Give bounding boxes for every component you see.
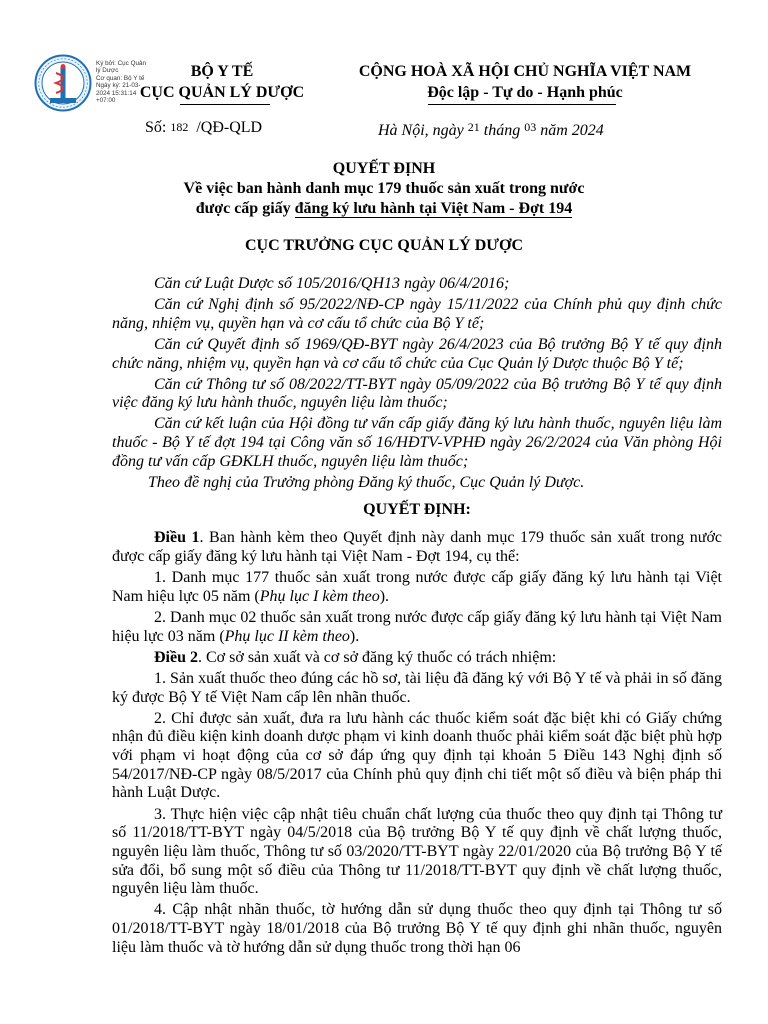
subject-line-2 [0, 199, 768, 219]
article-1-item-end: ). [349, 627, 360, 645]
article-1-label: Điều 1 [154, 529, 200, 547]
signature-line: 2024 15:31:14 [96, 89, 137, 97]
authority-underline [180, 104, 270, 105]
legal-basis: Căn cứ Nghị định số 95/2022/NĐ-CP ngày 15/11/2022 của Chính phủ quy định chức năng, nhiệm vụ, quyền hạn và cơ cấu tổ chức của Bộ Y tế; [112, 296, 722, 332]
article-1-item-text: 2. Danh mục 02 thuốc sản xuất trong nước được cấp giấy đăng ký lưu hành tại Việt Nam hiệu lực 03 năm ( [112, 608, 722, 645]
decision-title [0, 159, 768, 219]
national-header [305, 61, 745, 103]
date-year: năm 2024 [540, 122, 604, 139]
doc-number-suffix: /QĐ-QLD [196, 119, 263, 136]
signature-line: Ngày ký: 21-03- [96, 82, 141, 90]
doc-number-prefix: Số: [145, 119, 167, 136]
document-body [112, 275, 722, 960]
article-1 [112, 529, 722, 566]
nation-name: CỘNG HOÀ XÃ HỘI CHỦ NGHĨA VIỆT NAM [358, 63, 692, 80]
subject-line-1: Về việc ban hành danh mục 179 thuốc sản xuất trong nước [183, 180, 585, 197]
ministry-seal-logo [34, 54, 92, 112]
issuing-official-title: CỤC TRƯỞNG CỤC QUẢN LÝ DƯỢC [244, 237, 524, 254]
article-1-item-end: ). [379, 587, 390, 605]
subject-line-2-underlined: đăng ký lưu hành tại Việt Nam - Đợt 194 [294, 200, 573, 217]
article-2-item: 4. Cập nhật nhãn thuốc, tờ hướng dẫn sử dụng thuốc theo quy định tại Thông tư số 01/2018/TT-BYT ngày 18/01/2018 của Bộ trưởng Bộ Y tế quy định ghi nhãn thuốc, nguyên liệu làm thuốc và tờ hướng dẫn sử dụng thuốc trong thời hạn 06 [112, 901, 722, 956]
document-type-heading: QUYẾT ĐỊNH [332, 160, 436, 177]
legal-basis: Căn cứ Quyết định số 1969/QĐ-BYT ngày 26/4/2023 của Bộ trưởng Bộ Y tế quy định chức năng, nhiệm vụ, quyền hạn và cơ cấu tổ chức của Cục Quản lý Dược thuộc Bộ Y tế; [112, 335, 722, 372]
article-2-text: . Cơ sở sản xuất và cơ sở đăng ký thuốc có trách nhiệm: [198, 648, 557, 666]
signature-line: Ký bởi: Cục Quản [96, 60, 146, 67]
legal-basis: Căn cứ Thông tư số 08/2022/TT-BYT ngày 05/09/2022 của Bộ trưởng Bộ Y tế quy định việc đăng ký lưu hành thuốc, nguyên liệu làm thuốc; [112, 375, 722, 412]
article-1-item [112, 569, 722, 606]
article-2 [112, 649, 722, 668]
annex-reference: Phụ lục I kèm theo [259, 587, 380, 605]
doc-number-value: 182 [170, 120, 189, 134]
subject-line-2-start: được cấp giấy [195, 200, 295, 217]
department-name: CỤC QUẢN LÝ DƯỢC [139, 84, 305, 101]
signature-line: lý Dược [96, 67, 119, 75]
national-motto: Độc lập - Tự do - Hạnh phúc [427, 84, 623, 101]
signature-line: +07:00 [96, 97, 116, 105]
document-number [145, 117, 262, 138]
annex-reference: Phụ lục II kèm theo [224, 627, 350, 645]
place-and-date [378, 117, 604, 141]
article-1-item-text: 1. Danh mục 177 thuốc sản xuất trong nước được cấp giấy đăng ký lưu hành tại Việt Nam hiệu lực 05 năm ( [112, 569, 722, 605]
legal-basis: Căn cứ Luật Dược số 105/2016/QH13 ngày 06/4/2016; [154, 275, 510, 292]
proposal-basis: Theo đề nghị của Trưởng phòng Đăng ký thuốc, Cục Quản lý Dược. [148, 473, 585, 491]
ministry-name: BỘ Y TẾ [190, 63, 254, 80]
article-1-text: . Ban hành kèm theo Quyết định này danh mục 179 thuốc sản xuất trong nước được cấp giấy đăng ký lưu hành tại Việt Nam - Đợt 194, cụ thể: [112, 529, 723, 566]
decision-heading: QUYẾT ĐỊNH: [363, 500, 471, 518]
legal-basis: Căn cứ kết luận của Hội đồng tư vấn cấp giấy đăng ký lưu hành thuốc, nguyên liệu làm thuốc - Bộ Y tế đợt 194 tại Công văn số 16/HĐTV-VPHĐ ngày 26/2/2024 của Văn phòng Hội đồng tư vấn cấp GĐKLH thuốc, nguyên liệu làm thuốc; [112, 415, 722, 470]
article-2-item: 2. Chỉ được sản xuất, đưa ra lưu hành các thuốc kiểm soát đặc biệt khi có Giấy chứng nhận đủ điều kiện kinh doanh dược phạm vi kinh doanh thuốc phải kiểm soát đặc biệt phù hợp với phạm vi hoạt động của cơ sở đáp ứng quy định tại khoản 5 Điều 143 Nghị định số 54/2017/NĐ-CP ngày 08/5/2017 của Chính phủ quy định chi tiết một số điều và biện pháp thi hành Luật Dược. [112, 709, 722, 802]
date-day: 21 [467, 120, 480, 134]
date-month-label: tháng [483, 122, 521, 139]
article-2-label: Điều 2 [154, 648, 198, 666]
date-prefix: Hà Nội, ngày [378, 122, 464, 139]
signature-line: Cơ quan: Bộ Y tế [96, 74, 145, 82]
article-2-item: 3. Thực hiện việc cập nhật tiêu chuẩn chất lượng của thuốc theo quy định tại Thông tư số 11/2018/TT-BYT ngày 04/5/2018 của Bộ trưởng Bộ Y tế quy định về chất lượng thuốc, nguyên liệu làm thuốc, Thông tư số 03/2020/TT-BYT ngày 22/01/2020 của Bộ trưởng Bộ Y tế sửa đổi, bổ sung một số điều của Thông tư 11/2018/TT-BYT quy định về chất lượng thuốc, nguyên liệu làm thuốc. [112, 805, 722, 898]
motto-underline [428, 104, 616, 105]
article-2-item: 1. Sản xuất thuốc theo đúng các hồ sơ, tài liệu đã đăng ký với Bộ Y tế và phải in số đăng ký được Bộ Y tế Việt Nam cấp lên nhãn thuốc. [112, 669, 722, 706]
article-1-item [112, 609, 722, 646]
date-month: 03 [524, 120, 537, 134]
